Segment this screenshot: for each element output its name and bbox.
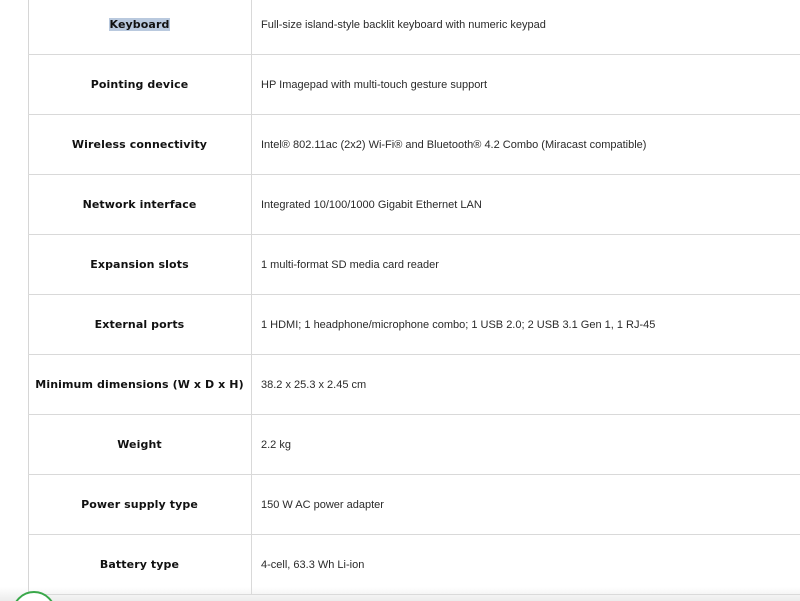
table-row: [28, 55, 800, 115]
table-row: [28, 295, 800, 355]
spec-value-cell: Intel® 802.11ac (2x2) Wi-Fi® and Bluetooth® 4.2 Combo (Miracast compatible): [252, 115, 800, 175]
spec-name-cell: [28, 0, 252, 55]
spec-value-cell: 38.2 x 25.3 x 2.45 cm: [252, 355, 800, 415]
spec-value-cell: 1 multi-format SD media card reader: [252, 235, 800, 295]
spec-name-cell: Power supply type: [28, 475, 252, 535]
spec-name-cell: Expansion slots: [28, 235, 252, 295]
spec-name-cell: Minimum dimensions (W x D x H): [28, 355, 252, 415]
table-row: [28, 355, 800, 415]
spec-value-cell: 1 HDMI; 1 headphone/microphone combo; 1 USB 2.0; 2 USB 3.1 Gen 1, 1 RJ-45: [252, 295, 800, 355]
table-row: [28, 115, 800, 175]
specifications-table: [28, 0, 800, 595]
spec-value-cell: 150 W AC power adapter: [252, 475, 800, 535]
table-row: [28, 415, 800, 475]
table-row: [28, 475, 800, 535]
spec-value-cell: Integrated 10/100/1000 Gigabit Ethernet LAN: [252, 175, 800, 235]
spec-name-cell: Pointing device: [28, 55, 252, 115]
spec-name-cell: Wireless connectivity: [28, 115, 252, 175]
spec-name-label[interactable]: Keyboard: [109, 18, 170, 31]
spec-name-cell: Network interface: [28, 175, 252, 235]
table-row: [28, 175, 800, 235]
spec-name-cell: Weight: [28, 415, 252, 475]
spec-value-cell: 4-cell, 63.3 Wh Li-ion: [252, 535, 800, 595]
table-row: [28, 0, 800, 55]
spec-value-cell: HP Imagepad with multi-touch gesture support: [252, 55, 800, 115]
spec-value-cell: Full-size island-style backlit keyboard with numeric keypad: [252, 0, 800, 55]
table-row: [28, 535, 800, 595]
spec-name-cell: Battery type: [28, 535, 252, 595]
table-row: [28, 235, 800, 295]
spec-name-cell: External ports: [28, 295, 252, 355]
spec-value-cell: 2.2 kg: [252, 415, 800, 475]
